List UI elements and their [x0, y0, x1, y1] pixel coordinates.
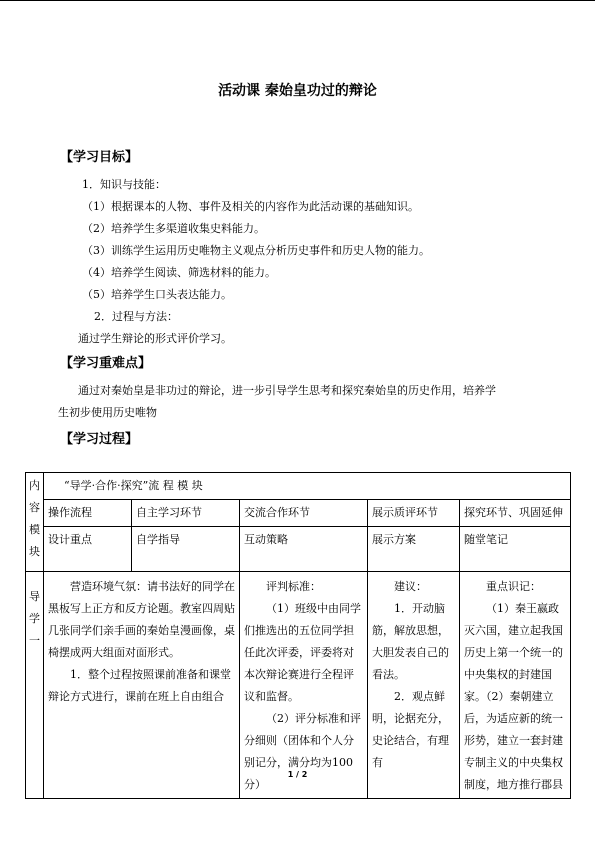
cell-paragraph: （1）班级中由同学们推选出的五位同学担任此次评委，评委将对本次辩论赛进行全程评议和监督。 — [244, 602, 361, 703]
goals-heading: 【学习目标】 — [60, 150, 139, 165]
goal-line: 2．过程与方法： — [94, 310, 178, 323]
table-header-row — [26, 500, 571, 527]
cell-paragraph: （1）秦王嬴政灭六国，建立起我国历史上第一个统一的中央集权的封建国家。（2）秦朝建立后，为适应新的统一形势，建立一套封建专制主义的中央集权制度，地方推行郡县 — [464, 602, 563, 791]
goal-line: （4）培养学生阅读、筛选材料的能力。 — [82, 266, 276, 279]
goal-line: 1．知识与技能： — [82, 178, 166, 191]
goal-line: （5）培养学生口头表达能力。 — [82, 288, 232, 301]
cell-paragraph: 评判标准： — [266, 580, 321, 593]
subheader-cell: 设计重点 — [44, 527, 132, 572]
design-focus-cell — [44, 572, 240, 799]
header-cell: 自主学习环节 — [132, 500, 240, 527]
process-heading: 【学习过程】 — [60, 432, 139, 447]
notes-cell — [460, 572, 571, 799]
cell-paragraph: 1．开动脑筋，解放思想，大胆发表自己的看法。 — [372, 602, 449, 681]
subheader-cell: 展示方案 — [368, 527, 460, 572]
goal-line: （2）培养学生多渠道收集史料能力。 — [82, 222, 265, 235]
header-cell: 展示质评环节 — [368, 500, 460, 527]
goal-line: （1）根据课本的人物、事件及相关的内容作为此活动课的基础知识。 — [82, 200, 419, 213]
cell-paragraph: 建议： — [394, 580, 427, 593]
cell-paragraph: 2．观点鲜明，论据充分，史论结合，有理有 — [372, 690, 449, 769]
header-rule — [0, 0, 595, 1]
cell-paragraph: 营造环境气氛：请书法好的同学在黑板写上正方和反方论题。教室四周贴几张同学们亲手画的秦始皇漫画像，桌椅摆成两大组面对面形式。 — [48, 580, 235, 659]
subheader-cell: 自学指导 — [132, 527, 240, 572]
module-title: “导学·合作·探究”流 程 模 块 — [44, 473, 571, 500]
goal-line: 通过学生辩论的形式评价学习。 — [78, 332, 232, 345]
header-cell: 操作流程 — [44, 500, 132, 527]
header-cell: 探究环节、巩固延伸 — [460, 500, 571, 527]
interaction-cell — [240, 572, 368, 799]
presentation-cell — [368, 572, 460, 799]
document-title: 活动课 秦始皇功过的辩论 — [218, 83, 377, 99]
difficulty-line: 通过对秦始皇是非功过的辩论，进一步引导学生思考和探究秦始皇的历史作用，培养学 — [78, 384, 496, 397]
goal-line: （3）训练学生运用历史唯物主义观点分析历史事件和历史人物的能力。 — [82, 244, 430, 257]
content-module-label: 内容模块 — [26, 473, 44, 572]
difficulty-line: 生初步使用历史唯物 — [58, 406, 157, 419]
table-subheader-row — [26, 527, 571, 572]
table-row — [26, 572, 571, 799]
header-cell: 交流合作环节 — [240, 500, 368, 527]
page-number: 1 / 2 — [287, 770, 308, 779]
cell-paragraph: （2）评分标准和评分细则（团体和个人分别记分，满分均为100分） — [244, 712, 361, 791]
subheader-cell: 随堂笔记 — [460, 527, 571, 572]
subheader-cell: 互动策略 — [240, 527, 368, 572]
process-table — [25, 472, 571, 799]
cell-paragraph: 1．整个过程按照课前准备和课堂辩论方式进行，课前在班上自由组合 — [48, 668, 231, 703]
cell-paragraph: 重点识记： — [486, 580, 541, 593]
difficulty-heading: 【学习重难点】 — [60, 356, 152, 371]
guide-label: 导学一 — [26, 572, 44, 799]
